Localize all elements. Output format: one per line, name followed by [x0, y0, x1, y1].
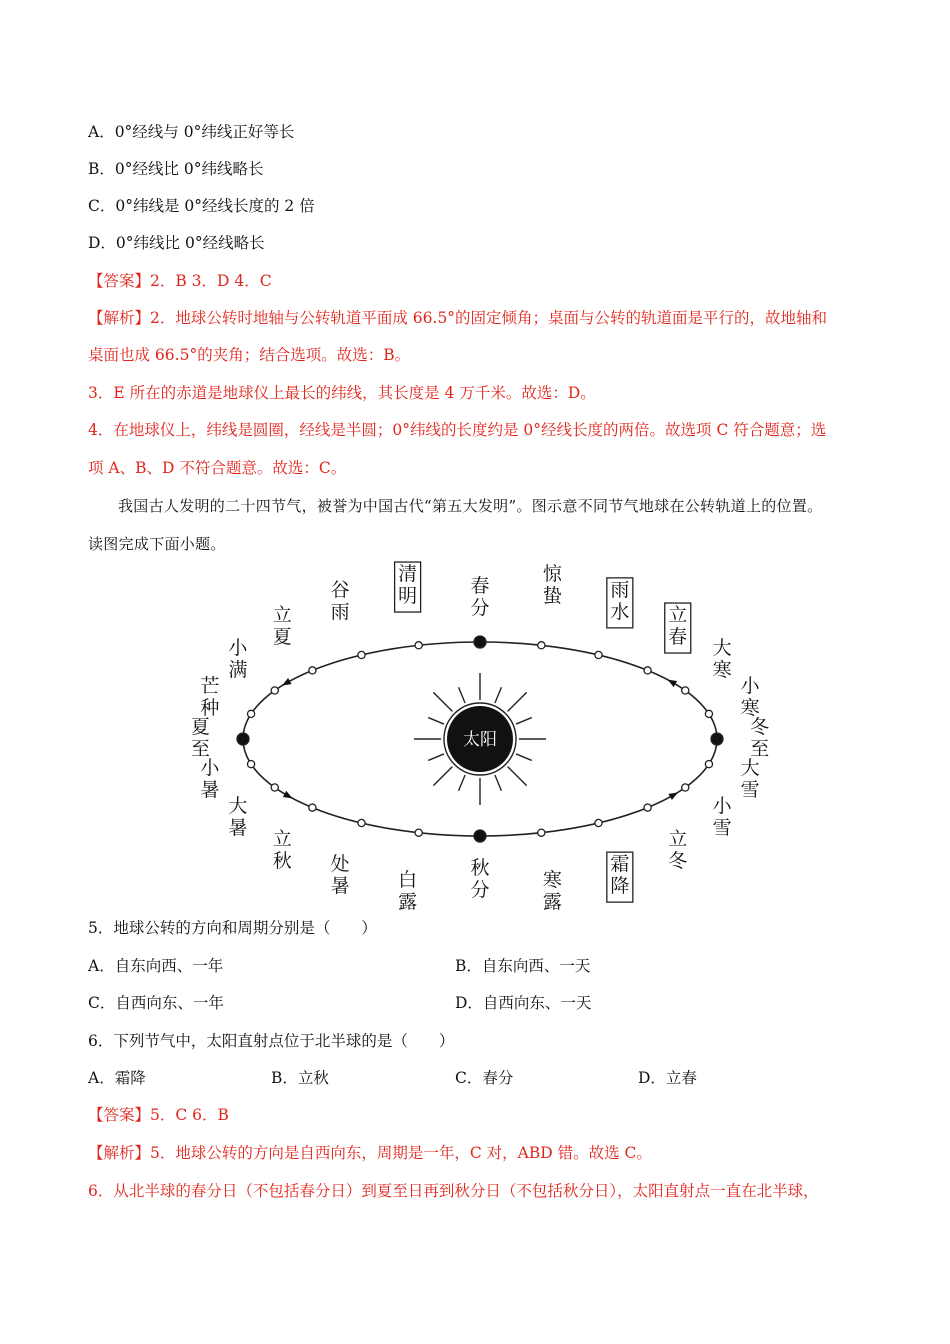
orbit-point [415, 829, 422, 836]
term-char: 寒 [542, 868, 562, 891]
analysis-line: 4．在地球仪上，纬线是圆圈，经线是半圆；0°纬线的长度约是 0°经线长度的两倍。故选项 C 符合题意；选 [88, 421, 827, 439]
orbit-arrow-icon [668, 792, 678, 800]
sun-ray [459, 775, 466, 791]
solar-term-label [741, 757, 760, 801]
q6-option-b: B．立秋 [271, 1069, 329, 1087]
term-char: 大 [228, 795, 248, 818]
answer-2-4: 【答案】2．B 3．D 4．C [88, 272, 272, 290]
solar-term-label [200, 757, 220, 801]
solar-term-label [191, 716, 210, 760]
orbit-point [271, 687, 278, 694]
sun-icon [414, 673, 546, 805]
q5-option-b: B．自东向西、一天 [455, 957, 591, 975]
term-char: 雨 [330, 600, 350, 623]
term-char: 至 [190, 738, 210, 760]
orbit-point [358, 651, 365, 658]
analysis-line: 桌面也成 66.5°的夹角；结合选项。故选：B。 [88, 346, 411, 364]
solar-term-label [398, 869, 417, 913]
solar-term-label [665, 603, 691, 653]
sun-ray [459, 687, 466, 703]
term-char: 雨 [610, 578, 630, 601]
orbit-arrow-icon [668, 680, 678, 688]
term-char: 秋 [470, 857, 490, 879]
sun-ray [433, 767, 452, 786]
solar-term-label [750, 716, 769, 760]
term-char: 寒 [712, 658, 732, 681]
term-char: 立 [668, 827, 688, 850]
orbit-point [415, 642, 422, 649]
orbit-point [538, 829, 545, 836]
solar-term-label [395, 562, 421, 612]
solar-term-label [713, 795, 733, 839]
solar-term-label [713, 637, 732, 681]
orbit-point [474, 830, 486, 842]
term-char: 大 [712, 636, 732, 659]
orbit-point [538, 642, 545, 649]
sun-ray [495, 775, 502, 791]
orbit-point [309, 804, 316, 811]
solar-term-label [607, 578, 633, 628]
term-char: 春 [668, 626, 688, 649]
orbit-point [682, 784, 689, 791]
term-char: 立 [272, 604, 292, 627]
term-char: 寒 [740, 697, 760, 720]
sun-ray [433, 692, 452, 711]
solar-term-label [543, 563, 563, 607]
solar-term-label [273, 828, 292, 872]
solar-term-label [741, 675, 761, 719]
orbit-arrow-icon [283, 791, 293, 799]
term-char: 满 [228, 658, 248, 681]
analysis-line: 3．E 所在的赤道是地球仪上最长的纬线，其长度是 4 万千米。故选：D。 [88, 384, 596, 402]
term-char: 大 [740, 756, 760, 779]
term-char: 降 [610, 875, 630, 898]
q4-option-a: A．0°经线与 0°纬线正好等长 [88, 123, 295, 141]
q5-option-c: C．自西向东、一年 [88, 994, 224, 1012]
term-char: 露 [542, 890, 562, 913]
orbit-point [644, 667, 651, 674]
solar-term-label [668, 828, 687, 872]
orbit-point [711, 733, 723, 745]
orbit-point [595, 819, 602, 826]
term-char: 雪 [712, 817, 732, 840]
analysis-line: 【解析】2．地球公转时地轴与公转轨道平面成 66.5°的固定倾角；桌面与公转的轨道面是平行的，故地轴和 [88, 309, 828, 327]
solar-term-label [228, 637, 248, 681]
term-char: 白 [398, 868, 418, 891]
intro-text: 我国古人发明的二十四节气，被誉为中国古代“第五大发明”。图示意不同节气地球在公转轨道上的位置。 [118, 497, 823, 515]
solar-term-label [470, 575, 489, 619]
term-char: 清 [398, 563, 418, 586]
term-char: 冬 [750, 716, 770, 738]
orbit-point [309, 667, 316, 674]
orbit-point [358, 819, 365, 826]
solar-term-label [331, 579, 350, 623]
term-char: 立 [668, 604, 688, 627]
term-char: 冬 [668, 849, 688, 872]
q4-option-c: C．0°纬线是 0°经线长度的 2 倍 [88, 197, 315, 215]
orbit-point [644, 804, 651, 811]
sun-ray [516, 754, 532, 761]
solar-terms-orbit-diagram [190, 563, 770, 913]
term-char: 春 [470, 575, 490, 597]
q4-option-d: D．0°纬线比 0°经线略长 [88, 234, 265, 252]
term-char: 芒 [200, 675, 220, 698]
sun-ray [516, 718, 532, 725]
term-char: 至 [750, 738, 770, 760]
term-char: 暑 [200, 778, 220, 801]
orbit-arrow-icon [282, 678, 292, 686]
term-char: 夏 [272, 626, 292, 649]
term-char: 雪 [740, 778, 760, 801]
sun-ray [508, 692, 527, 711]
q5-option-a: A．自东向西、一年 [88, 957, 224, 975]
solar-term-label [331, 853, 350, 897]
solar-term-label [607, 852, 633, 902]
q6-option-a: A．霜降 [88, 1069, 146, 1087]
orbit-point [247, 710, 254, 717]
term-char: 小 [712, 795, 732, 818]
q6-option-d: D．立春 [638, 1069, 697, 1087]
term-char: 暑 [330, 875, 350, 898]
orbit-point [237, 733, 249, 745]
term-char: 蛰 [542, 585, 562, 608]
term-char: 暑 [228, 817, 248, 840]
term-char: 谷 [330, 578, 350, 601]
q6-stem: 6．下列节气中，太阳直射点位于北半球的是（ ） [88, 1032, 455, 1050]
sun-ray [508, 767, 527, 786]
term-char: 小 [228, 636, 248, 659]
term-char: 夏 [190, 716, 210, 738]
term-char: 小 [740, 675, 760, 698]
sun-ray [428, 718, 444, 725]
term-char: 霜 [610, 853, 630, 876]
solar-term-label [273, 604, 292, 648]
term-char: 立 [272, 827, 292, 850]
term-char: 水 [610, 600, 630, 623]
orbit-point [705, 710, 712, 717]
orbit-point [682, 687, 689, 694]
orbit-point [247, 761, 254, 768]
sun-ray [495, 687, 502, 703]
term-char: 露 [398, 890, 418, 913]
term-char: 惊 [542, 563, 562, 586]
solar-term-label [228, 795, 247, 839]
term-char: 分 [470, 879, 490, 901]
sun-ray [428, 754, 444, 761]
sun-label: 太阳 [463, 730, 497, 750]
analysis-line: 【解析】5．地球公转的方向是自西向东，周期是一年，C 对，ABD 错。故选 C。 [88, 1144, 652, 1162]
q6-option-c: C．春分 [455, 1069, 514, 1087]
intro-text: 读图完成下面小题。 [88, 535, 226, 553]
answer-5-6: 【答案】5．C 6．B [88, 1106, 229, 1124]
solar-term-label [543, 869, 562, 913]
term-char: 种 [200, 697, 220, 720]
q5-stem: 5．地球公转的方向和周期分别是（ ） [88, 919, 377, 937]
analysis-line: 项 A、B、D 不符合题意。故选：C。 [88, 459, 347, 477]
solar-term-label [200, 674, 219, 719]
q5-option-d: D．自西向东、一天 [455, 994, 592, 1012]
term-char: 明 [398, 585, 418, 608]
term-char: 秋 [272, 849, 292, 872]
orbit-point [595, 651, 602, 658]
q4-option-b: B．0°经线比 0°纬线略长 [88, 160, 264, 178]
orbit-point [474, 636, 486, 648]
term-char: 处 [330, 853, 350, 876]
term-char: 分 [470, 597, 490, 619]
term-char: 小 [200, 756, 220, 779]
analysis-line: 6．从北半球的春分日（不包括春分日）到夏至日再到秋分日（不包括秋分日），太阳直射点一直在北半球， [88, 1182, 819, 1200]
solar-term-label [470, 857, 489, 901]
orbit-point [705, 761, 712, 768]
orbit-point [271, 784, 278, 791]
